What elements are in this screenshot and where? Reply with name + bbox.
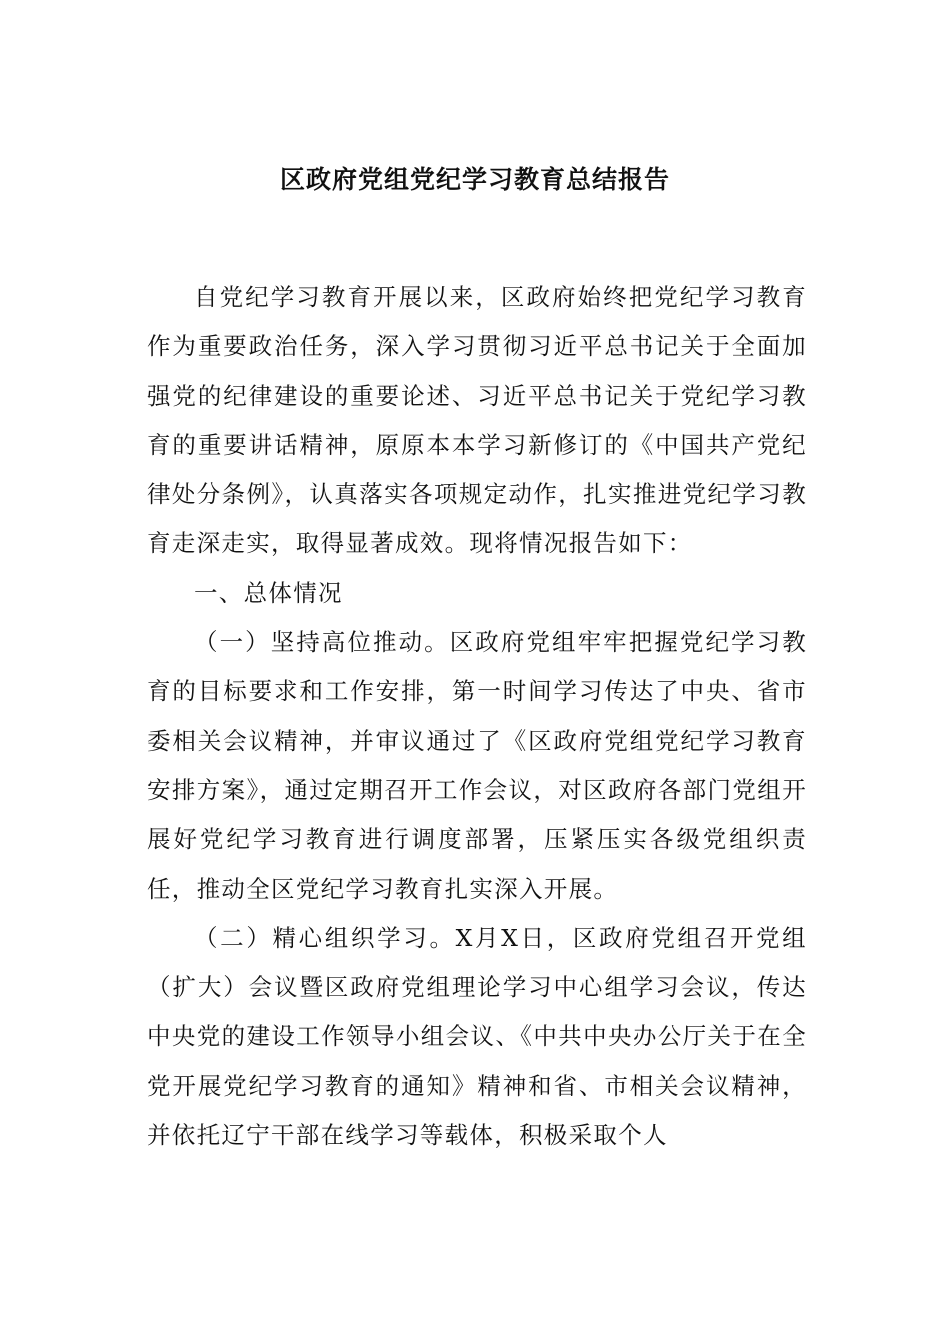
section-heading-overall: 一、总体情况: [194, 578, 343, 607]
paragraph-organize-study: （二）精心组织学习。X月X日，区政府党组召开党组（扩大）会议暨区政府党组理论学习中心组学习会议，传达中央党的建设工作领导小组会议、《中共中央办公厅关于在全党开展党纪学习教育的通知》精神和省、市相关会议精神，并依托辽宁干部在线学习等载体，积极采取个人: [147, 923, 807, 1150]
document-title: 区政府党组党纪学习教育总结报告: [279, 165, 670, 194]
paragraph-intro: 自党纪学习教育开展以来，区政府始终把党纪学习教育作为重要政治任务，深入学习贯彻习近平总书记关于全面加强党的纪律建设的重要论述、习近平总书记关于党纪学习教育的重要讲话精神，原原本本学习新修订的《中国共产党纪律处分条例》，认真落实各项规定动作，扎实推进党纪学习教育走深走实，取得显著成效。现将情况报告如下：: [147, 283, 807, 558]
document-body: [147, 273, 807, 1160]
paragraph-high-level-promotion: （一）坚持高位推动。区政府党组牢牢把握党纪学习教育的目标要求和工作安排，第一时间学习传达了中央、省市委相关会议精神，并审议通过了《区政府党组党纪学习教育安排方案》，通过定期召开工作会议，对区政府各部门党组开展好党纪学习教育进行调度部署，压紧压实各级党组织责任，推动全区党纪学习教育扎实深入开展。: [147, 628, 807, 903]
